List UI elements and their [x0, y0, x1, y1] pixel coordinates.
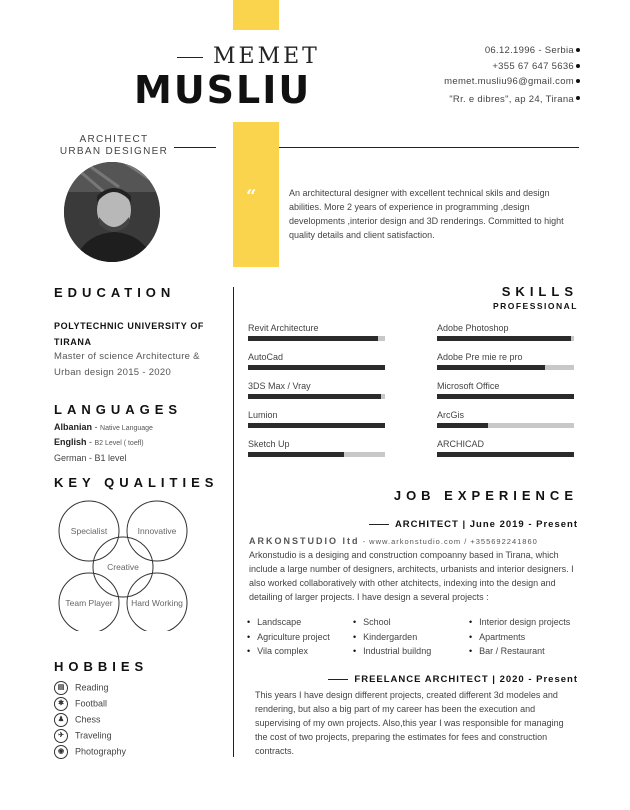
bullet-icon — [576, 48, 580, 52]
language-item: English - B2 Level ( toefl) — [54, 437, 144, 447]
bullet-icon — [576, 79, 580, 83]
skill-label: ArcGis — [437, 410, 464, 420]
contact-phone: +355 67 647 5636 — [492, 61, 574, 72]
skill-bar-fill — [437, 394, 574, 399]
quality-innovative: Innovative — [137, 526, 177, 536]
yellow-accent-top — [233, 0, 279, 30]
skill-bar-fill — [248, 365, 385, 370]
skill-label: ARCHICAD — [437, 439, 485, 449]
skill-label: Microsoft Office — [437, 381, 500, 391]
projects-list-2 — [353, 615, 431, 659]
skill-bar-track — [437, 365, 574, 370]
skill-bar-fill — [437, 423, 488, 428]
skill-bar-fill — [437, 336, 571, 341]
hobby-item: ✈ Traveling — [54, 729, 112, 743]
first-name: MEMET — [177, 44, 320, 69]
column-divider — [233, 287, 234, 757]
experience-heading: JOB EXPERIENCE — [393, 488, 578, 503]
hobby-item: ✱ Football — [54, 697, 107, 711]
contact-address: "Rr. e dibres", ap 24, Tirana — [449, 94, 574, 105]
bullet-icon — [576, 64, 580, 68]
divider — [279, 147, 579, 148]
job-title-architect: ARCHITECT | June 2019 - Present — [369, 519, 578, 530]
skill-bar-track — [437, 336, 574, 341]
profile-photo — [64, 162, 160, 262]
divider — [174, 147, 216, 148]
skill-bar-track — [248, 394, 385, 399]
list-item: • Agriculture project — [247, 630, 330, 645]
job-description-freelance: This years I have design different projects, created different 3d modeles and rendering, but also a big part of my career has been the execution and supervising of my own projects. Also,this year I was responsible for managing the cost of two projects, preparing the estimates for fees and construction contracts. — [255, 690, 564, 756]
skill-bar-fill — [248, 394, 381, 399]
quality-specialist: Specialist — [70, 526, 108, 536]
skill-label: Adobe Photoshop — [437, 323, 509, 333]
role-title — [54, 134, 174, 158]
job-description-architect: Arkonstudio is a desiging and construction compoanny based in Tirana, which include a large number of designers, architects, urbanists and interior designers. I also worked collaboratively with other atchitects, indexing into the design and detailing of larger projects. I have design a several projects : — [249, 550, 574, 602]
skill-label: Lumion — [248, 410, 278, 420]
skill-bar-track — [437, 423, 574, 428]
contact-birth: 06.12.1996 - Serbia — [484, 45, 574, 56]
projects-list-1 — [247, 615, 330, 659]
list-item: • School — [353, 615, 431, 630]
last-name: MUSLIU — [134, 68, 312, 112]
job-title-freelance: FREELANCE ARCHITECT | 2020 - Present — [328, 674, 578, 685]
book-icon: ▤ — [54, 681, 68, 695]
skills-subheading: PROFESSIONAL — [492, 301, 578, 311]
skill-bar-track — [437, 394, 574, 399]
education-degree: Master of science Architecture & Urban design 2015 - 2020 — [54, 351, 200, 378]
role-urban-designer: URBAN DESIGNER — [59, 146, 169, 157]
skill-bar-fill — [437, 365, 545, 370]
list-item: • Industrial buildng — [353, 644, 431, 659]
language-item: German - B1 level — [54, 453, 127, 463]
quality-creative: Creative — [107, 562, 139, 572]
skills-heading: SKILLS — [501, 284, 578, 299]
skill-bar-track — [248, 365, 385, 370]
education-university: POLYTECHNIC UNIVERSITY OF TIRANA — [54, 321, 205, 347]
languages-heading: LANGUAGES — [54, 402, 183, 417]
list-item: • Vila complex — [247, 644, 330, 659]
skill-bar-track — [248, 336, 385, 341]
skill-bar-fill — [437, 452, 574, 457]
company-line: ARKONSTUDIO ltd - www.arkonstudio.com / +355692241860 — [249, 536, 538, 546]
skill-bar-track — [437, 452, 574, 457]
skill-bar-fill — [248, 336, 378, 341]
education-heading: EDUCATION — [54, 285, 176, 300]
skill-label: Revit Architecture — [248, 323, 319, 333]
list-item: • Bar / Restaurant — [469, 644, 570, 659]
skill-bar-fill — [248, 452, 344, 457]
skill-bar-track — [248, 452, 385, 457]
quality-hard-working: Hard Working — [131, 598, 183, 608]
hobbies-heading: HOBBIES — [54, 659, 149, 674]
skill-bar-track — [248, 423, 385, 428]
qualities-venn-diagram — [54, 496, 204, 631]
hobby-item: ◉ Photography — [54, 745, 126, 759]
list-item: • Interior design projects — [469, 615, 570, 630]
skill-label: Sketch Up — [248, 439, 290, 449]
skill-label: Adobe Pre mie re pro — [437, 352, 523, 362]
quality-team-player: Team Player — [65, 598, 113, 608]
camera-icon: ◉ — [54, 745, 68, 759]
chess-icon: ♟ — [54, 713, 68, 727]
skill-label: 3DS Max / Vray — [248, 381, 311, 391]
bullet-icon — [576, 96, 580, 100]
projects-list-3 — [469, 615, 570, 659]
skill-label: AutoCad — [248, 352, 284, 362]
language-item: Albanian - Native Language — [54, 422, 153, 432]
skill-bar-fill — [248, 423, 385, 428]
plane-icon: ✈ — [54, 729, 68, 743]
football-icon: ✱ — [54, 697, 68, 711]
hobby-item: ▤ Reading — [54, 681, 109, 695]
contact-email[interactable]: memet.musliu96@gmail.com — [444, 76, 574, 87]
list-item: • Landscape — [247, 615, 330, 630]
role-architect: ARCHITECT — [79, 134, 149, 145]
qualities-heading: KEY QUALITIES — [54, 475, 219, 490]
list-item: • Kindergarden — [353, 630, 431, 645]
profile-summary: An architectural designer with excellent technical skils and design abilities. More 2 years of experience in programming ,design developments ,interior design and 3D renderings. Committed to hight quality details and client satisfaction. — [289, 188, 564, 240]
hobby-item: ♟ Chess — [54, 713, 101, 727]
list-item: • Apartments — [469, 630, 570, 645]
quote-icon: “ — [246, 186, 257, 207]
